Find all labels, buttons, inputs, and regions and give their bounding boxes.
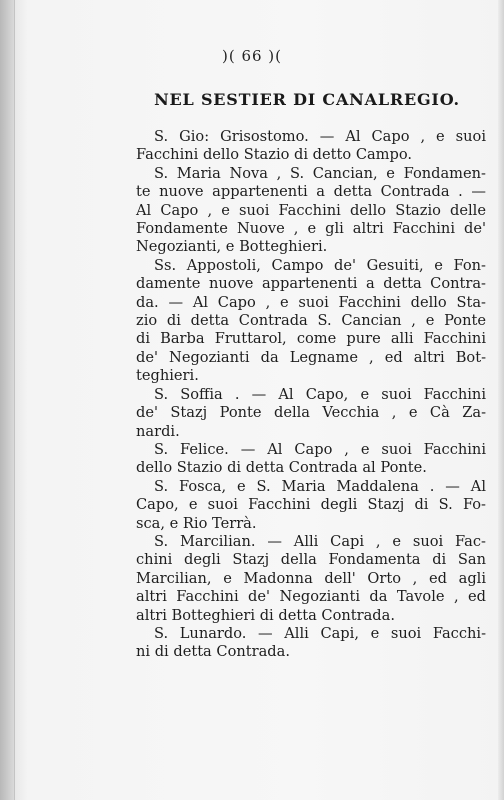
text-line: S. Fosca, e S. Maria Maddalena . — Al — [154, 477, 486, 495]
text-line: S. Gio: Grisostomo. — Al Capo , e suoi — [154, 128, 486, 145]
paragraph — [136, 165, 486, 257]
text-line: damente nuove appartenenti a detta Contra- — [136, 275, 486, 293]
text-line: Negozianti, e Botteghieri. — [136, 238, 328, 256]
text-line: Facchini dello Stazio di detto Campo. — [136, 146, 413, 164]
paragraph — [136, 533, 486, 625]
text-line: da. — Al Capo , e suoi Facchini dello Sta- — [136, 293, 486, 311]
text-line: altri Facchini de' Negozianti da Tavole , ed — [136, 588, 486, 606]
text-line: ni di detta Contrada. — [136, 643, 290, 661]
text-line: Marcilian, e Madonna dell' Orto , ed agli — [136, 569, 486, 587]
text-line: di Barba Fruttarol, come pure alli Facchini — [136, 330, 486, 348]
text-line: S. Maria Nova , S. Cancian, e Fondamen- — [154, 164, 486, 182]
page-heading: NEL SESTIER DI CANALREGIO. — [154, 90, 460, 109]
text-line: altri Botteghieri di detta Contrada. — [136, 606, 395, 624]
text-line: sca, e Rio Terrà. — [136, 514, 257, 532]
text-line: te nuove appartenenti a detta Contrada . — — [136, 183, 486, 201]
text-line: Ss. Appostoli, Campo de' Gesuiti, e Fon- — [154, 256, 486, 274]
paragraph — [136, 257, 486, 386]
text-line: zio di detta Contrada S. Cancian , e Ponte — [136, 312, 486, 330]
paragraph — [136, 441, 486, 478]
text-line: Al Capo , e suoi Facchini dello Stazio delle — [136, 201, 486, 219]
text-line: nardi. — [136, 422, 180, 440]
text-line: teghieri. — [136, 367, 199, 385]
text-line: S. Marcilian. — Alli Capi , e suoi Fac- — [154, 532, 486, 550]
page-binding-edge — [0, 0, 15, 800]
text-line: chini degli Stazj della Fondamenta di San — [136, 551, 486, 569]
text-line: de' Negozianti da Legname , ed altri Bot- — [136, 348, 486, 366]
text-line: dello Stazio di detta Contrada al Ponte. — [136, 459, 427, 477]
paragraph — [136, 128, 486, 165]
paragraph — [136, 386, 486, 441]
paragraph — [136, 478, 486, 533]
text-line: S. Lunardo. — Alli Capi, e suoi Facchi- — [154, 624, 486, 642]
body-text — [136, 128, 486, 662]
page-right-edge — [498, 0, 504, 800]
text-line: de' Stazj Ponte della Vecchia , e Cà Za- — [136, 404, 486, 422]
paragraph — [136, 625, 486, 662]
text-line: Fondamente Nuove , e gli altri Facchini de' — [136, 220, 486, 238]
text-line: S. Felice. — Al Capo , e suoi Facchini — [154, 440, 486, 458]
text-line: Capo, e suoi Facchini degli Stazj di S. Fo- — [136, 496, 486, 514]
text-line: S. Soffia . — Al Capo, e suoi Facchini — [154, 385, 486, 403]
page-number: )( 66 )( — [221, 47, 283, 65]
